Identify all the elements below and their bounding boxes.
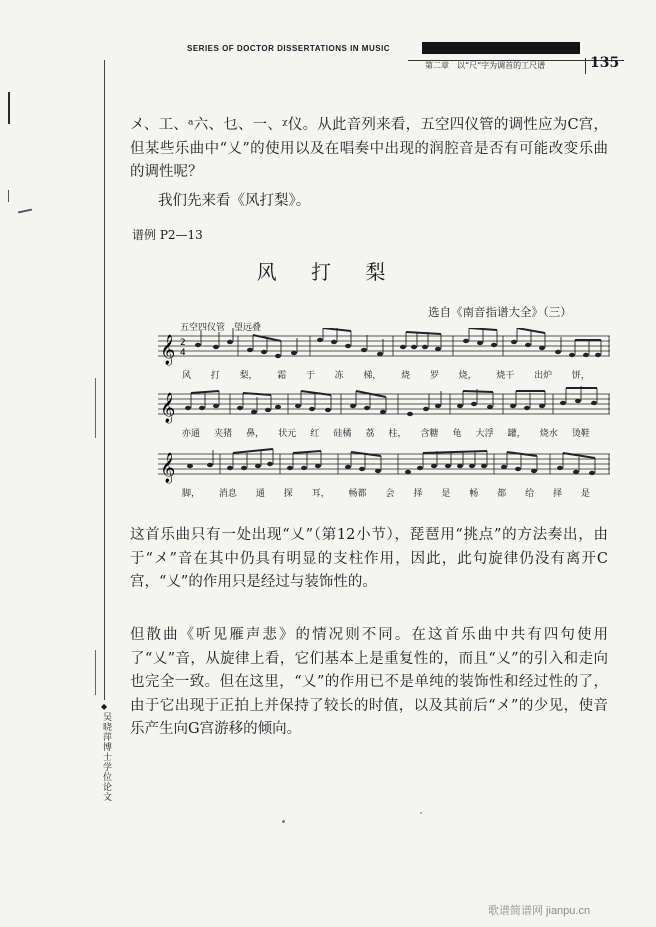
lyric-syllable: 择	[553, 489, 563, 499]
lyric-syllable: 亦通	[182, 429, 201, 439]
lyric-syllable: 都	[497, 489, 507, 499]
lyric-syllable: 择	[413, 489, 423, 499]
music-staff	[158, 328, 610, 384]
song-title: 风 打 梨	[256, 260, 400, 284]
lyric-syllable: 消息	[218, 489, 237, 499]
margin-mark	[8, 190, 9, 202]
speck	[420, 812, 422, 814]
tempo-marking: 五空四仪管 望远叠	[180, 323, 262, 333]
margin-rule	[8, 92, 10, 124]
source-citation: 选自《南音指谱大全》（三）	[428, 305, 572, 319]
lyric-syllable: 通	[255, 489, 265, 499]
svg-text:2: 2	[180, 338, 186, 348]
svg-text:𝄞: 𝄞	[160, 335, 176, 365]
speck	[282, 820, 285, 823]
body-paragraph: 这首乐曲只有一处出现“乂”（第12小节），琵琶用“挑点”的方法奏出，由于“メ”音在其中仍具有明显的支柱作用，因此，此句旋律仍没有离开C宫，“乂”的作用只是经过与装饰性的。	[130, 527, 608, 590]
lyric-syllable: 会	[385, 489, 395, 499]
lyric-syllable: 夹猪	[214, 429, 233, 439]
header-black-bar	[422, 42, 580, 54]
lyric-syllable: 饼，	[571, 371, 590, 381]
music-staff	[158, 386, 610, 442]
lyric-syllable: 烧，	[458, 371, 477, 381]
example-label: 谱例 P2—13	[132, 228, 203, 242]
svg-text:4: 4	[180, 348, 186, 358]
svg-text:𝄞: 𝄞	[160, 393, 176, 423]
body-paragraph: 我们先来看《风打梨》。	[158, 193, 311, 209]
lyric-syllable: 于	[305, 371, 315, 381]
margin-mark	[95, 378, 96, 438]
lyric-syllable: 烧	[401, 371, 411, 381]
lyric-syllable: 罗	[429, 371, 439, 381]
watermark: 歌谱简谱网 jianpu.cn	[488, 905, 591, 917]
running-header-series: SERIES OF DOCTOR DISSERTATIONS IN MUSIC	[187, 44, 391, 53]
lyrics-line-1	[158, 368, 610, 381]
staff-notation	[158, 386, 610, 426]
lyric-syllable: 脚，	[182, 489, 201, 499]
lyric-syllable: 是	[580, 489, 590, 499]
margin-mark	[18, 209, 32, 214]
lyric-syllable: 耳，	[311, 489, 330, 499]
lyric-syllable: 梨，	[239, 371, 258, 381]
body-paragraph: 但散曲《听见雁声悲》的情况则不同。在这首乐曲中共有四句使用了“乂”音，从旋律上看，它们基本上是重复性的，而且“乂”的引入和走向也完全一致。但在这里，“乂”的作用已不是单纯的装饰性和经过性的了，由于它出现于正拍上并保持了较长的时值，以及其前后“メ”的少见，使音乐产生向G宫游移的倾向。	[130, 627, 608, 737]
lyric-syllable: 是	[441, 489, 451, 499]
margin-line	[104, 60, 105, 700]
lyric-syllable: 含糖	[420, 429, 439, 439]
lyric-syllable: 烧水	[539, 429, 558, 439]
lyric-syllable: 红	[310, 429, 320, 439]
lyric-syllable: 大浮	[475, 429, 494, 439]
lyric-syllable: 探	[283, 489, 293, 499]
lyrics-line-3	[158, 486, 610, 499]
lyric-syllable: 烧干	[496, 371, 515, 381]
lyric-syllable: 状元	[278, 429, 297, 439]
lyric-syllable: 罐，	[507, 429, 526, 439]
lyric-syllable: 风	[182, 371, 192, 381]
lyric-syllable: 硅橘	[333, 429, 352, 439]
lyric-syllable: 龟	[452, 429, 462, 439]
lyrics-line-2	[158, 426, 610, 439]
lyric-syllable: 给	[525, 489, 535, 499]
diamond-icon: ◆	[101, 702, 108, 711]
lyric-syllable: 烫鞋	[571, 429, 590, 439]
lyric-syllable: 畅都	[348, 489, 367, 499]
lyric-syllable: 鼻，	[246, 429, 265, 439]
margin-mark	[95, 650, 96, 695]
svg-text:𝄞: 𝄞	[160, 453, 176, 483]
staff-notation	[158, 328, 610, 368]
side-margin-label: 吴晓萍博士学位论文	[101, 712, 111, 802]
lyric-syllable: 冻	[334, 371, 344, 381]
lyric-syllable: 出炉	[534, 371, 553, 381]
body-paragraph: メ、工、ᵃ六、乜、一、ᵡ仪。从此音列来看，五空四仪管的调性应为C宫，但某些乐曲中“乂”的使用以及在唱奏中出现的润腔音是否有可能改变乐曲的调性呢？	[130, 117, 608, 180]
music-staff	[158, 446, 610, 502]
lyric-syllable: 畅	[469, 489, 479, 499]
page-number: 135	[590, 55, 620, 71]
running-header-chapter: 第二章 以“尺”字为调首的工尺谱	[425, 61, 546, 70]
lyric-syllable: 霜	[277, 371, 287, 381]
lyric-syllable: 荔	[365, 429, 375, 439]
header-divider	[585, 58, 586, 74]
staff-notation	[158, 446, 610, 486]
lyric-syllable: 打	[210, 371, 220, 381]
lyric-syllable: 柱，	[388, 429, 407, 439]
lyric-syllable: 梯，	[363, 371, 382, 381]
